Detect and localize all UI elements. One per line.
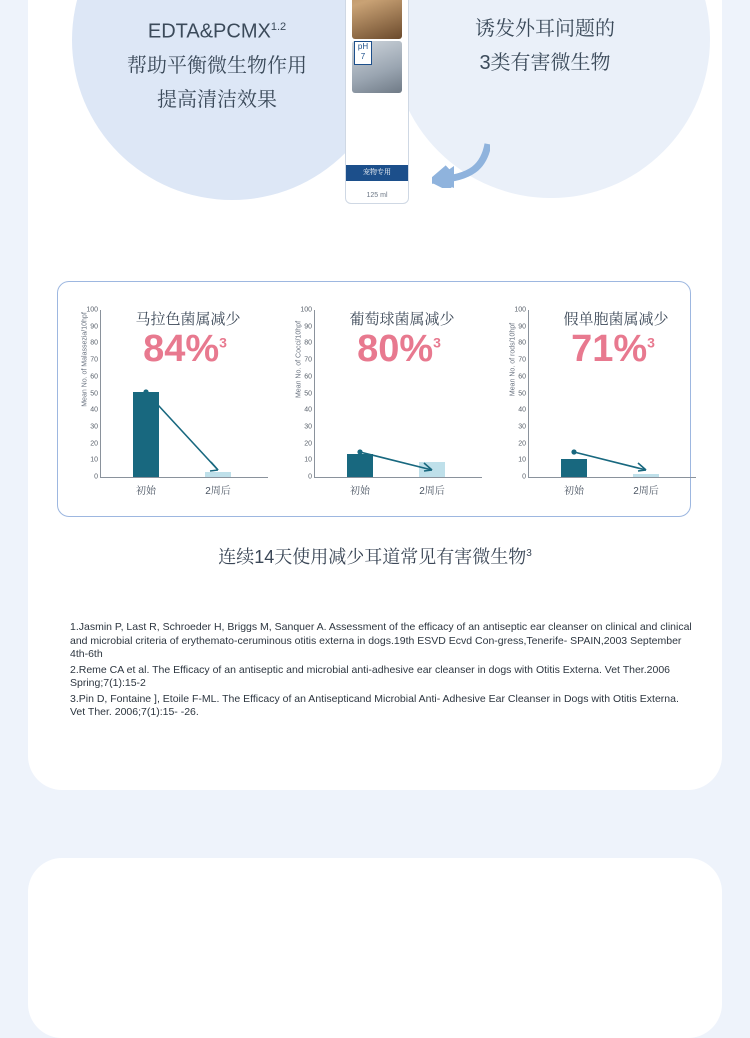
- charts-caption-text: 连续14天使用减少耳道常见有害微生物: [218, 547, 527, 567]
- y-tick-label: 30: [518, 423, 526, 431]
- y-tick-label: 10: [518, 456, 526, 464]
- y-tick-label: 80: [90, 339, 98, 347]
- x-tick-label: 初始: [564, 486, 584, 497]
- left-circle-line-2: 帮助平衡微生物作用: [127, 54, 307, 77]
- y-tick-label: 90: [90, 323, 98, 331]
- chart-highlight-superscript: 3: [433, 334, 441, 351]
- chart-ylabel: Mean No. of Malassezia/10hpf: [81, 312, 89, 407]
- chart-title: 假单胞菌属减少: [563, 311, 669, 328]
- y-tick-label: 80: [518, 339, 526, 347]
- bottom-white-panel: [28, 858, 722, 1038]
- charts-card: [57, 281, 691, 517]
- y-tick-label: 10: [90, 456, 98, 464]
- product-bottle: [345, 0, 409, 204]
- right-circle-line-1: 诱发外耳问题的: [475, 18, 615, 40]
- chart-highlight-superscript: 3: [219, 334, 227, 351]
- y-tick-label: 20: [90, 440, 98, 448]
- y-tick-label: 80: [304, 339, 312, 347]
- right-circle-line-2: 3类有害微生物: [479, 52, 611, 74]
- y-tick-label: 40: [518, 406, 526, 414]
- y-tick-label: 0: [308, 473, 312, 481]
- bottle-ph-value: 7: [360, 52, 366, 61]
- y-tick-label: 40: [90, 406, 98, 414]
- chart-ylabel: Mean No. of Cocci/10hpf: [295, 320, 303, 399]
- x-tick-label: 初始: [350, 486, 370, 497]
- x-tick-label: 2周后: [419, 486, 445, 497]
- y-tick-label: 30: [90, 423, 98, 431]
- left-circle-line-3: 提高清洁效果: [157, 88, 277, 111]
- bottle-ph-label: pH: [357, 42, 369, 51]
- chart-plot-area: [514, 306, 696, 497]
- y-tick-label: 50: [304, 390, 312, 397]
- reference-item: 2.Reme CA et al. The Efficacy of an antiseptic and microbial anti-adhesive ear cleanser in dogs with Otitis Externa. Vet Ther.2006 Spring;7(1):15-2: [70, 663, 670, 689]
- y-tick-label: 70: [90, 356, 98, 364]
- references-block: [70, 621, 692, 722]
- y-tick-label: 100: [86, 306, 98, 314]
- chart-title: 葡萄球菌属减少: [349, 311, 455, 328]
- y-tick-label: 60: [518, 373, 526, 381]
- y-tick-label: 0: [522, 473, 526, 481]
- y-tick-label: 100: [300, 306, 312, 314]
- reference-item: 3.Pin D, Fontaine ], Etoile F-ML. The Efficacy of an Antisepticand Microbial Anti- Adhesive Ear Cleanser in Dogs with Otitis Externa. Vet Ther. 2006;7(1):15- -26.: [70, 692, 679, 718]
- y-tick-label: 20: [518, 440, 526, 448]
- y-tick-label: 20: [304, 440, 312, 448]
- chart-highlight-superscript: 3: [647, 334, 655, 351]
- y-tick-label: 0: [94, 473, 98, 481]
- chart-malassezia: [66, 298, 272, 503]
- chart-staphylococcus: [280, 298, 486, 503]
- trend-line: [529, 310, 697, 478]
- chart-plot-area: [300, 306, 482, 497]
- charts-caption-superscript: 3: [526, 548, 532, 559]
- y-tick-label: 30: [304, 423, 312, 431]
- chart-ylabel: Mean No. of rods/10hpf: [509, 322, 517, 397]
- chart-highlight-value: 71%$^3$: [571, 328, 655, 370]
- y-tick-label: 50: [518, 390, 526, 397]
- right-circle-text: [420, 12, 670, 80]
- y-tick-label: 90: [304, 323, 312, 331]
- y-tick-label: 70: [518, 356, 526, 364]
- arrow-icon: [432, 140, 490, 188]
- chart-title: 马拉色菌属减少: [135, 311, 241, 328]
- bottle-volume: 125 ml: [366, 192, 388, 199]
- y-tick-label: 70: [304, 356, 312, 364]
- chart-highlight-value: 84%$^3$: [143, 328, 227, 370]
- y-tick-label: 10: [304, 456, 312, 464]
- left-circle-superscript: 1.2: [270, 21, 287, 33]
- y-tick-label: 50: [90, 390, 98, 397]
- bottle-bottom-band: 宠物专用: [346, 165, 408, 181]
- chart-plot-area: [86, 306, 268, 497]
- y-tick-label: 60: [304, 373, 312, 381]
- left-circle-line-1: $EDTA\&PCMX^{1.2}$: [147, 20, 287, 43]
- x-tick-label: 2周后: [205, 486, 231, 497]
- trend-line: [315, 310, 483, 478]
- chart-highlight-value: 80%$^3$: [357, 328, 441, 370]
- bottle-photo-dog: [352, 0, 402, 39]
- left-circle-text: [92, 10, 342, 117]
- x-tick-label: 2周后: [633, 486, 659, 497]
- y-tick-label: 90: [518, 323, 526, 331]
- y-tick-label: 40: [304, 406, 312, 414]
- y-tick-label: 60: [90, 373, 98, 381]
- chart-pseudomonas: [494, 298, 700, 503]
- trend-line: [101, 310, 269, 478]
- bottle-ph-mark: [354, 41, 372, 65]
- y-tick-label: 100: [514, 306, 526, 314]
- x-tick-label: 初始: [136, 486, 156, 497]
- reference-item: 1.Jasmin P, Last R, Schroeder H, Briggs M, Sanquer A. Assessment of the efficacy of an antiseptic ear cleanser on clinical and clinical and microbial criteria of erythemato-ceruminous otitis externa in dogs.19th ESVD Ecvd Con-gress,Tenerife- SPAIN,2003 September 4th-6th: [70, 621, 692, 660]
- charts-caption: [0, 543, 750, 569]
